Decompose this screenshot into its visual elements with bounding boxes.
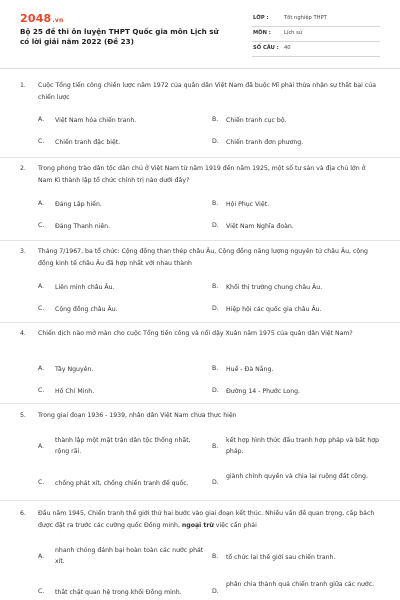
question-3 (0, 246, 400, 324)
option-text[interactable]: thắt chặt quan hệ trong khối Đồng minh. (55, 589, 182, 596)
question-text: Trong giai đoạn 1936 - 1939, nhân dân Việt Nam chưa thực hiện (38, 412, 237, 419)
option-letter[interactable]: C. (38, 138, 45, 145)
option-letter[interactable]: B. (212, 365, 219, 372)
option-text[interactable]: Khối thị trường chung châu Âu. (226, 284, 323, 291)
question-divider (0, 500, 400, 501)
document-meta (252, 12, 380, 57)
site-logo[interactable] (20, 12, 63, 25)
option-text[interactable]: Đảng Lập hiến. (55, 201, 102, 208)
question-text-part: việc cần phải (213, 522, 257, 529)
option-text[interactable]: chống phát xít, chống chiến tranh đế quốc. (55, 480, 189, 487)
question-text: Chiến dịch nào mở màn cho cuộc Tổng tiến công và nổi dậy Xuân năm 1975 của quân dân Việt Nam? (38, 330, 353, 337)
option-letter[interactable]: C. (38, 479, 45, 486)
meta-label: LỚP : (253, 15, 269, 21)
option-letter[interactable]: C. (38, 387, 45, 394)
option-letter[interactable]: D. (212, 588, 219, 595)
option-text[interactable]: Chiến tranh đơn phương. (226, 139, 304, 146)
option-text[interactable]: Huế - Đà Nẵng. (226, 366, 274, 373)
question-text: Trong phong trào dân tộc dân chủ ở Việt Nam từ năm 1919 đến năm 1925, một số tư sản và địa chủ lớn ở Nam Kì thành lập tổ chức chính trị nào dưới đây? (38, 165, 366, 184)
meta-label: SỐ CÂU : (253, 45, 279, 51)
option-text[interactable]: Hội Phục Việt. (226, 201, 270, 208)
header-divider (0, 68, 400, 69)
question-number: 1. (20, 82, 26, 89)
meta-row-class (252, 12, 380, 27)
meta-row-count (252, 42, 380, 57)
option-text[interactable]: nhanh chóng đánh bại hoàn toàn các nước phát xít. (55, 547, 204, 565)
meta-value: 40 (284, 45, 291, 51)
question-divider (0, 240, 400, 241)
option-text[interactable]: Hiệp hội các quốc gia châu Âu. (226, 306, 322, 313)
question-number: 4. (20, 330, 26, 337)
option-letter[interactable]: A. (38, 553, 45, 560)
option-text[interactable]: tổ chức lại thế giới sau chiến tranh. (226, 554, 336, 561)
option-text[interactable]: Liên minh châu Âu. (55, 284, 115, 291)
option-letter[interactable]: B. (212, 116, 219, 123)
option-text[interactable]: kết hợp hình thức đấu tranh hợp pháp và bất hợp pháp. (226, 437, 379, 455)
option-text[interactable]: Đường 14 - Phước Long. (226, 388, 301, 395)
option-letter[interactable]: C. (38, 588, 45, 595)
question-divider (0, 322, 400, 323)
question-text-part: Đầu năm 1945, Chiến tranh thế giới thứ hai bước vào giai đoạn kết thúc. Nhiều vấn đề quan trọng, cấp bách được đặt ra trước các cường quốc Đồng minh, (38, 510, 375, 529)
option-text[interactable]: Tây Nguyên. (55, 366, 94, 373)
question-number: 5. (20, 412, 26, 419)
option-text[interactable]: Chiến tranh đặc biệt. (55, 139, 121, 146)
option-letter[interactable]: B. (212, 553, 219, 560)
option-text[interactable]: Hồ Chí Minh. (55, 388, 95, 395)
document-title: Bộ 25 đề thi ôn luyện THPT Quốc gia môn Lịch sử có lời giải năm 2022 (Đề 23) (20, 27, 219, 46)
question-text: Tháng 7/1967, ba tổ chức: Cộng đồng than thép châu Âu, Cộng đồng năng lượng nguyên tử châu Âu, cộng đồng kinh tế châu Âu đã hợp nhất với nhau thành (38, 248, 368, 267)
question-text (38, 508, 380, 532)
document-header (0, 0, 400, 66)
question-6 (0, 508, 400, 600)
option-text[interactable]: Đảng Thanh niên. (55, 223, 111, 230)
option-text[interactable]: giành chính quyền và chia lại ruộng đất công. (226, 473, 368, 480)
option-letter[interactable]: D. (212, 387, 219, 394)
option-text[interactable]: Việt Nam Nghĩa đoàn. (226, 223, 294, 230)
option-letter[interactable]: B. (212, 283, 219, 290)
option-letter[interactable]: B. (212, 443, 219, 450)
question-number: 6. (20, 510, 26, 517)
option-letter[interactable]: A. (38, 443, 45, 450)
option-text[interactable]: phân chia thành quả chiến tranh giữa các nước. (226, 581, 375, 588)
logo-suffix: .vn (52, 17, 64, 24)
option-text[interactable]: Chiến tranh cục bộ. (226, 117, 287, 124)
option-text[interactable]: thành lập một mặt trận dân tộc thống nhất, rộng rãi. (55, 437, 191, 455)
option-letter[interactable]: D. (212, 305, 219, 312)
meta-row-subject (252, 27, 380, 42)
option-letter[interactable]: A. (38, 283, 45, 290)
question-2 (0, 163, 400, 241)
question-divider (0, 403, 400, 404)
question-4 (0, 328, 400, 406)
question-number: 2. (20, 165, 26, 172)
question-text-emphasis: ngoại trừ (181, 522, 214, 529)
meta-label: MÔN : (253, 30, 271, 36)
question-number: 3. (20, 248, 26, 255)
meta-value: Tốt nghiệp THPT (284, 15, 327, 21)
option-letter[interactable]: C. (38, 222, 45, 229)
option-letter[interactable]: A. (38, 365, 45, 372)
question-5 (0, 410, 400, 498)
option-letter[interactable]: A. (38, 116, 45, 123)
option-letter[interactable]: D. (212, 138, 219, 145)
question-divider (0, 157, 400, 158)
option-letter[interactable]: D. (212, 479, 219, 486)
option-letter[interactable]: B. (212, 200, 219, 207)
option-letter[interactable]: D. (212, 222, 219, 229)
option-letter[interactable]: A. (38, 200, 45, 207)
question-text: Cuộc Tổng tiến công chiến lược năm 1972 của quân dân Việt Nam đã buộc Mĩ phải thừa nhận sự thất bại của chiến lược (38, 82, 376, 101)
logo-text: 2048 (20, 12, 52, 25)
question-1 (0, 80, 400, 166)
option-letter[interactable]: C. (38, 305, 45, 312)
meta-value: Lịch sử (284, 30, 303, 36)
option-text[interactable]: Việt Nam hóa chiến tranh. (55, 117, 137, 124)
option-text[interactable]: Cộng đồng châu Âu. (55, 306, 118, 313)
